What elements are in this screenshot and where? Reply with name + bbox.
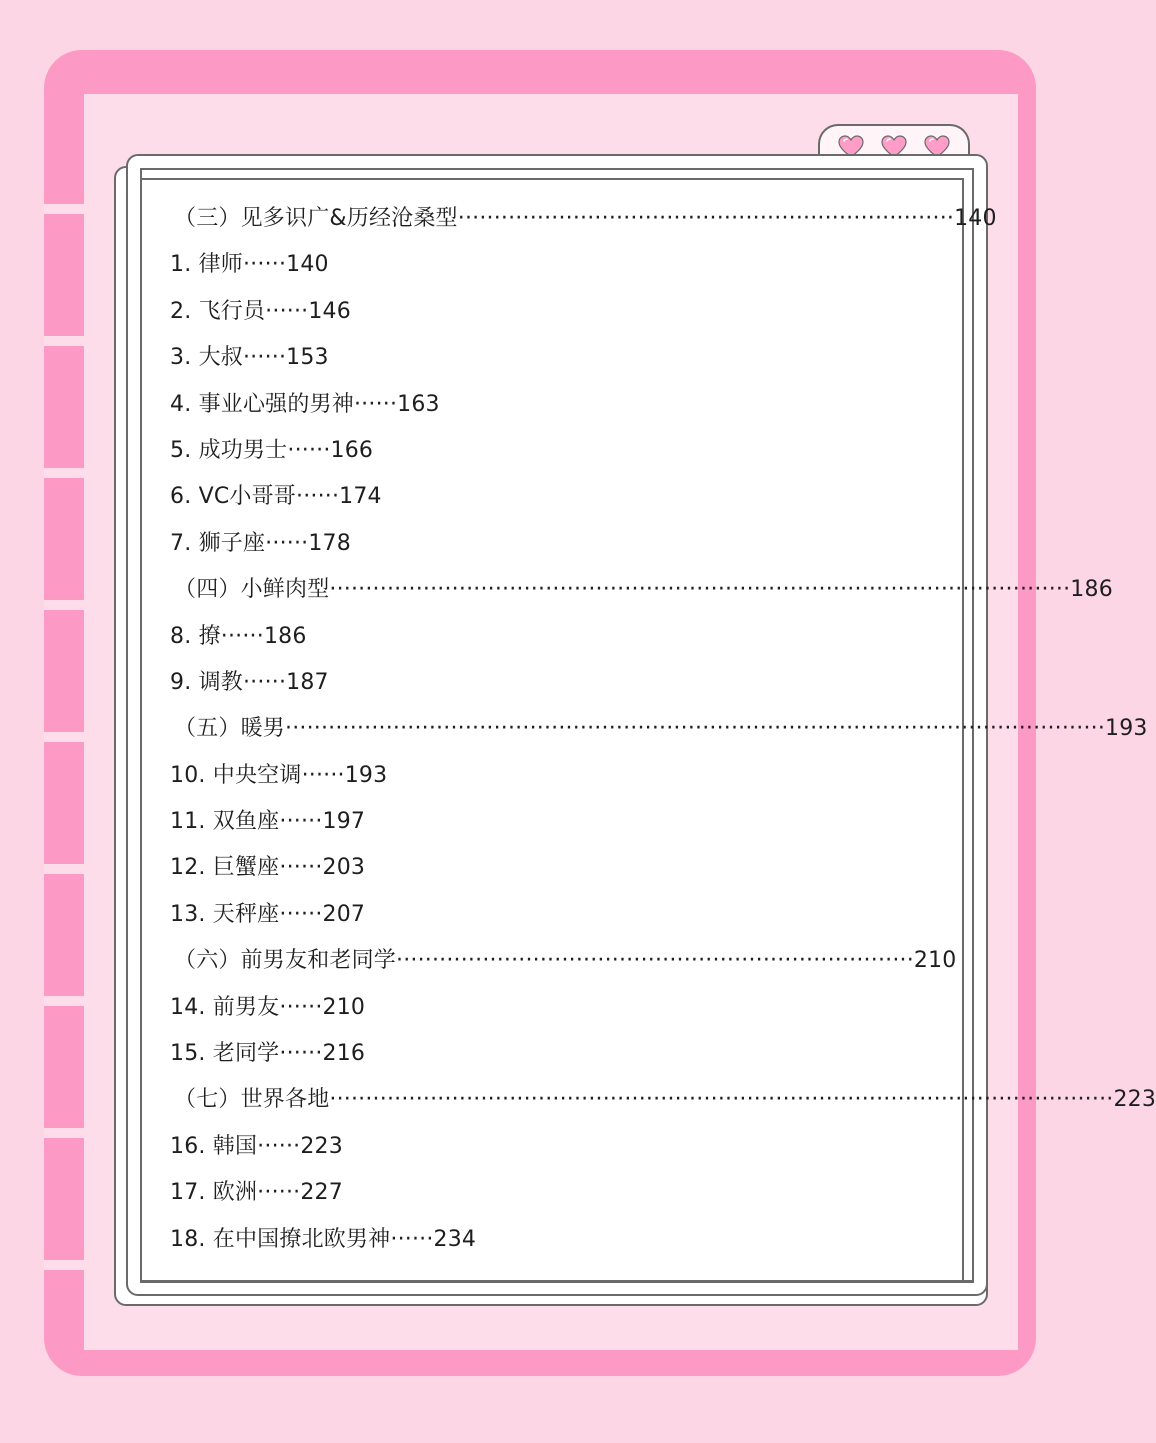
toc-entry: 8. 撩······186 xyxy=(170,623,307,649)
toc-section-heading: （七）世界各地·············································································································223 xyxy=(174,1087,1156,1113)
binder-notch xyxy=(44,468,84,478)
binder-strip xyxy=(44,120,84,1330)
toc-entry: 4. 事业心强的男神······163 xyxy=(170,391,440,417)
toc-entry: 2. 飞行员······146 xyxy=(170,298,351,324)
toc-section-heading: （三）见多识广&历经沧桑型·····································································140 xyxy=(174,206,997,231)
toc-entry: 5. 成功男士······166 xyxy=(170,437,374,463)
binder-notch xyxy=(44,336,84,346)
toc-entry: 14. 前男友······210 xyxy=(170,994,366,1020)
toc-entry: 15. 老同学······216 xyxy=(170,1041,366,1067)
toc-entry: 10. 中央空调······193 xyxy=(170,762,388,788)
toc-entry: 13. 天秤座······207 xyxy=(170,901,366,927)
toc-entry: 12. 巨蟹座······203 xyxy=(170,855,366,881)
toc-entry: 1. 律师······140 xyxy=(170,252,329,278)
toc-entry: 18. 在中国撩北欧男神······234 xyxy=(170,1226,477,1252)
toc-entry: 11. 双鱼座······197 xyxy=(170,809,366,835)
toc-section-heading: （六）前男友和老同学········································································210 xyxy=(174,948,957,974)
toc-entry: 7. 狮子座······178 xyxy=(170,530,351,556)
binder-notch xyxy=(44,1260,84,1270)
binder-notch xyxy=(44,600,84,610)
toc-entry: 3. 大叔······153 xyxy=(170,345,329,371)
table-of-contents xyxy=(170,196,1156,1263)
binder-notch xyxy=(44,204,84,214)
binder-notch xyxy=(44,1128,84,1138)
toc-entry: 9. 调教······187 xyxy=(170,669,329,695)
toc-section-heading: （五）暖男··················································································································193 xyxy=(174,716,1148,742)
binder-notch xyxy=(44,732,84,742)
toc-entry: 17. 欧洲······227 xyxy=(170,1180,343,1206)
toc-entry: 16. 韩国······223 xyxy=(170,1133,343,1159)
toc-entry: 6. VC小哥哥······174 xyxy=(170,484,382,510)
toc-section-heading: （四）小鲜肉型·······································································································186 xyxy=(174,577,1113,603)
binder-notch xyxy=(44,864,84,874)
binder-notch xyxy=(44,996,84,1006)
